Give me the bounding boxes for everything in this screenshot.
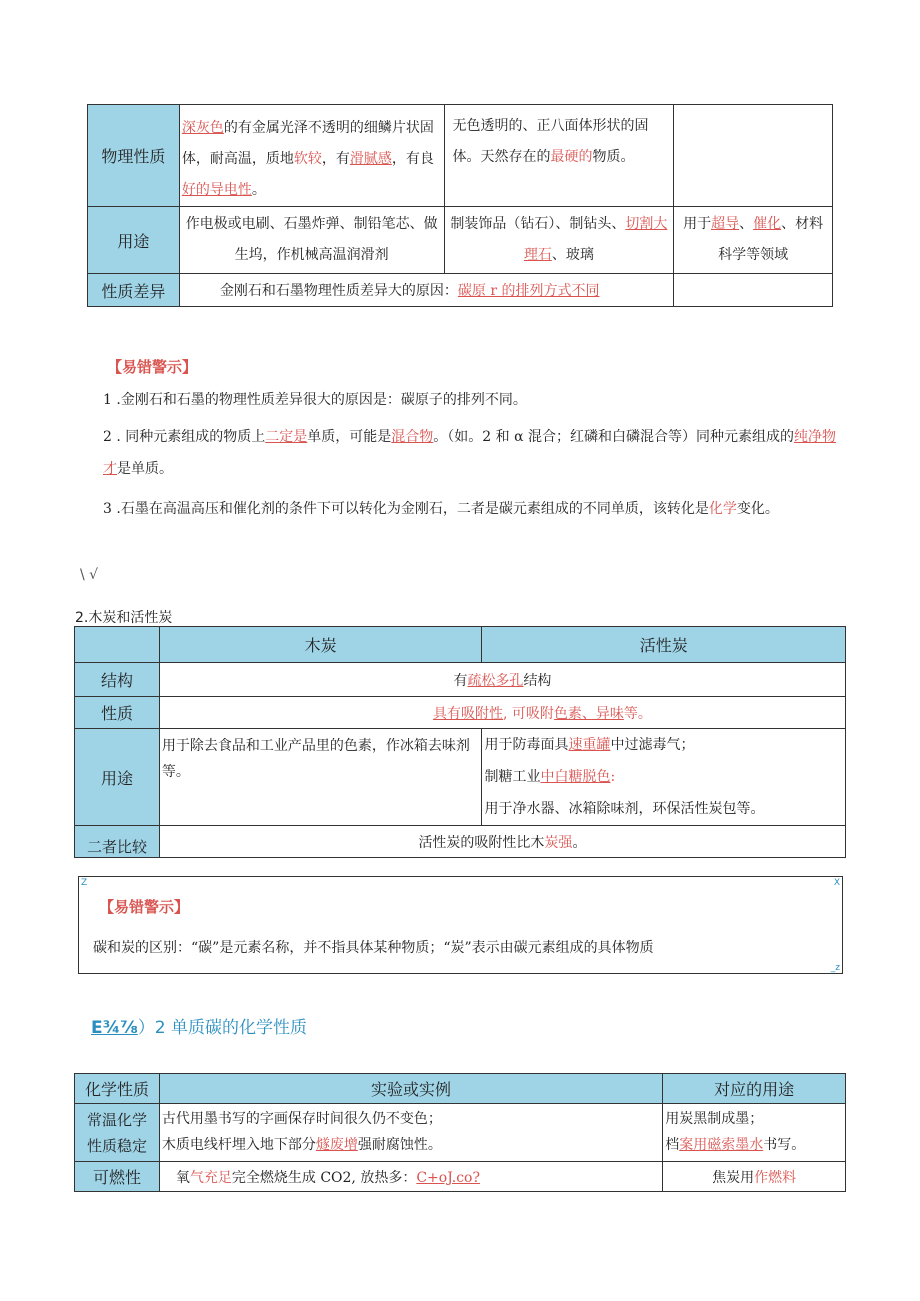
active-use-line-2: 制糖工业中白糖脱色: bbox=[484, 769, 616, 785]
charcoal-use-cell: 用于除去食品和工业产品里的色素，作冰箱去味剂等。 bbox=[159, 729, 482, 826]
row-label-stable: 常温化学 性质稳定 bbox=[75, 1104, 160, 1162]
row-label-physical: 物理性质 bbox=[88, 105, 180, 207]
row-label-structure: 结构 bbox=[75, 663, 160, 697]
structure-cell: 有疏松多孔结构 bbox=[159, 663, 845, 697]
box-corner-tr: X bbox=[833, 878, 840, 888]
carbon-allotrope-table bbox=[87, 104, 833, 307]
stray-mark: \ √ bbox=[80, 567, 99, 583]
row-label-compare: 二者比较 bbox=[75, 826, 160, 858]
warning1-item-2: 2 . 同种元素组成的物质上二定是单质，可能是混合物。（如。2 和 α 混合；红磷和白磷混合等）同种元素组成的纯净物才是单质。 bbox=[103, 429, 836, 477]
combustion-cell: 氧气充足完全燃烧生成 CO2, 放热多：C+oJ.co? bbox=[159, 1162, 662, 1192]
diff-cell: 金刚石和石墨物理性质差异大的原因：碳原 r 的排列方式不同 bbox=[179, 274, 673, 307]
warning1-item-1: 1 .金刚石和石墨的物理性质差异很大的原因是：碳原子的排列不同。 bbox=[103, 392, 527, 408]
section3-heading: E¾⅞）2 单质碳的化学性质 bbox=[91, 1018, 308, 1038]
section2-heading: 2.木炭和活性炭 bbox=[75, 610, 173, 626]
diamond-use-cell: 制装饰品（钻石）、制钻头、切割大理石、玻璃 bbox=[444, 207, 674, 274]
property-cell: 具有吸附性, 可吸附色素、异味等。 bbox=[159, 697, 845, 729]
row-label-use: 用途 bbox=[88, 207, 180, 274]
c60-use-cell: 用于超导、催化、材料科学等领域 bbox=[674, 207, 833, 274]
col-experiment: 实验或实例 bbox=[159, 1074, 662, 1104]
col-charcoal: 木炭 bbox=[159, 627, 482, 663]
compare-cell: 活性炭的吸附性比木炭强。 bbox=[159, 826, 845, 858]
combustion-use-cell: 焦炭用作燃料 bbox=[663, 1162, 846, 1192]
chemical-property-table bbox=[74, 1073, 846, 1192]
active-use-line-3: 用于净水器、冰箱除味剂，环保活性炭包等。 bbox=[484, 801, 765, 817]
warning2-text: 碳和炭的区别：“碳”是元素名称，并不指具体某种物质；“炭”表示由碳元素组成的具体物质 bbox=[93, 940, 654, 956]
graphite-use-cell: 作电极或电刷、石墨炸弹、制铅笔芯、做生坞，作机械高温润滑剂 bbox=[179, 207, 444, 274]
col-active-carbon: 活性炭 bbox=[482, 627, 846, 663]
c60-physical-cell bbox=[674, 105, 833, 207]
stable-experiment-cell: 古代用墨书写的字画保存时间很久仍不变色； 木质电线杆埋入地下部分燧废增强耐腐蚀性。 bbox=[159, 1104, 662, 1162]
row-label-combustible: 可燃性 bbox=[75, 1162, 160, 1192]
diamond-physical-cell: 无色透明的、正八面体形状的固体。天然存在的最硬的物质。 bbox=[444, 105, 674, 207]
section3-prefix: E¾⅞ bbox=[91, 1018, 138, 1038]
box-corner-br: _z bbox=[830, 963, 840, 973]
col-chem-prop: 化学性质 bbox=[75, 1074, 160, 1104]
warning-title-1: 【易错警示】 bbox=[107, 358, 198, 376]
diff-empty-cell bbox=[674, 274, 833, 307]
warning-box-2 bbox=[78, 876, 843, 974]
row-label-diff: 性质差异 bbox=[88, 274, 180, 307]
active-use-cell bbox=[482, 729, 846, 826]
row-label-use2: 用途 bbox=[75, 729, 160, 826]
charcoal-table bbox=[74, 626, 846, 858]
graphite-physical-cell: 深灰色的有金属光泽不透明的细鳞片状固体，耐高温，质地软较，有滑腻感，有良好的导电性。 bbox=[179, 105, 444, 207]
row-label-property: 性质 bbox=[75, 697, 160, 729]
warning-title-2: 【易错警示】 bbox=[99, 898, 190, 916]
warning1-item-3: 3 .石墨在高温高压和催化剂的条件下可以转化为金刚石，二者是碳元素组成的不同单质，该转化是化学变化。 bbox=[103, 501, 779, 517]
charcoal-table-corner bbox=[75, 627, 160, 663]
box-corner-tl: Z bbox=[81, 878, 88, 888]
active-use-line-1: 用于防毒面具速重罐中过滤毒气； bbox=[484, 737, 695, 753]
col-chem-use: 对应的用途 bbox=[663, 1074, 846, 1104]
stable-use-cell: 用炭黑制成墨； 档案用磁索墨水书写。 bbox=[663, 1104, 846, 1162]
